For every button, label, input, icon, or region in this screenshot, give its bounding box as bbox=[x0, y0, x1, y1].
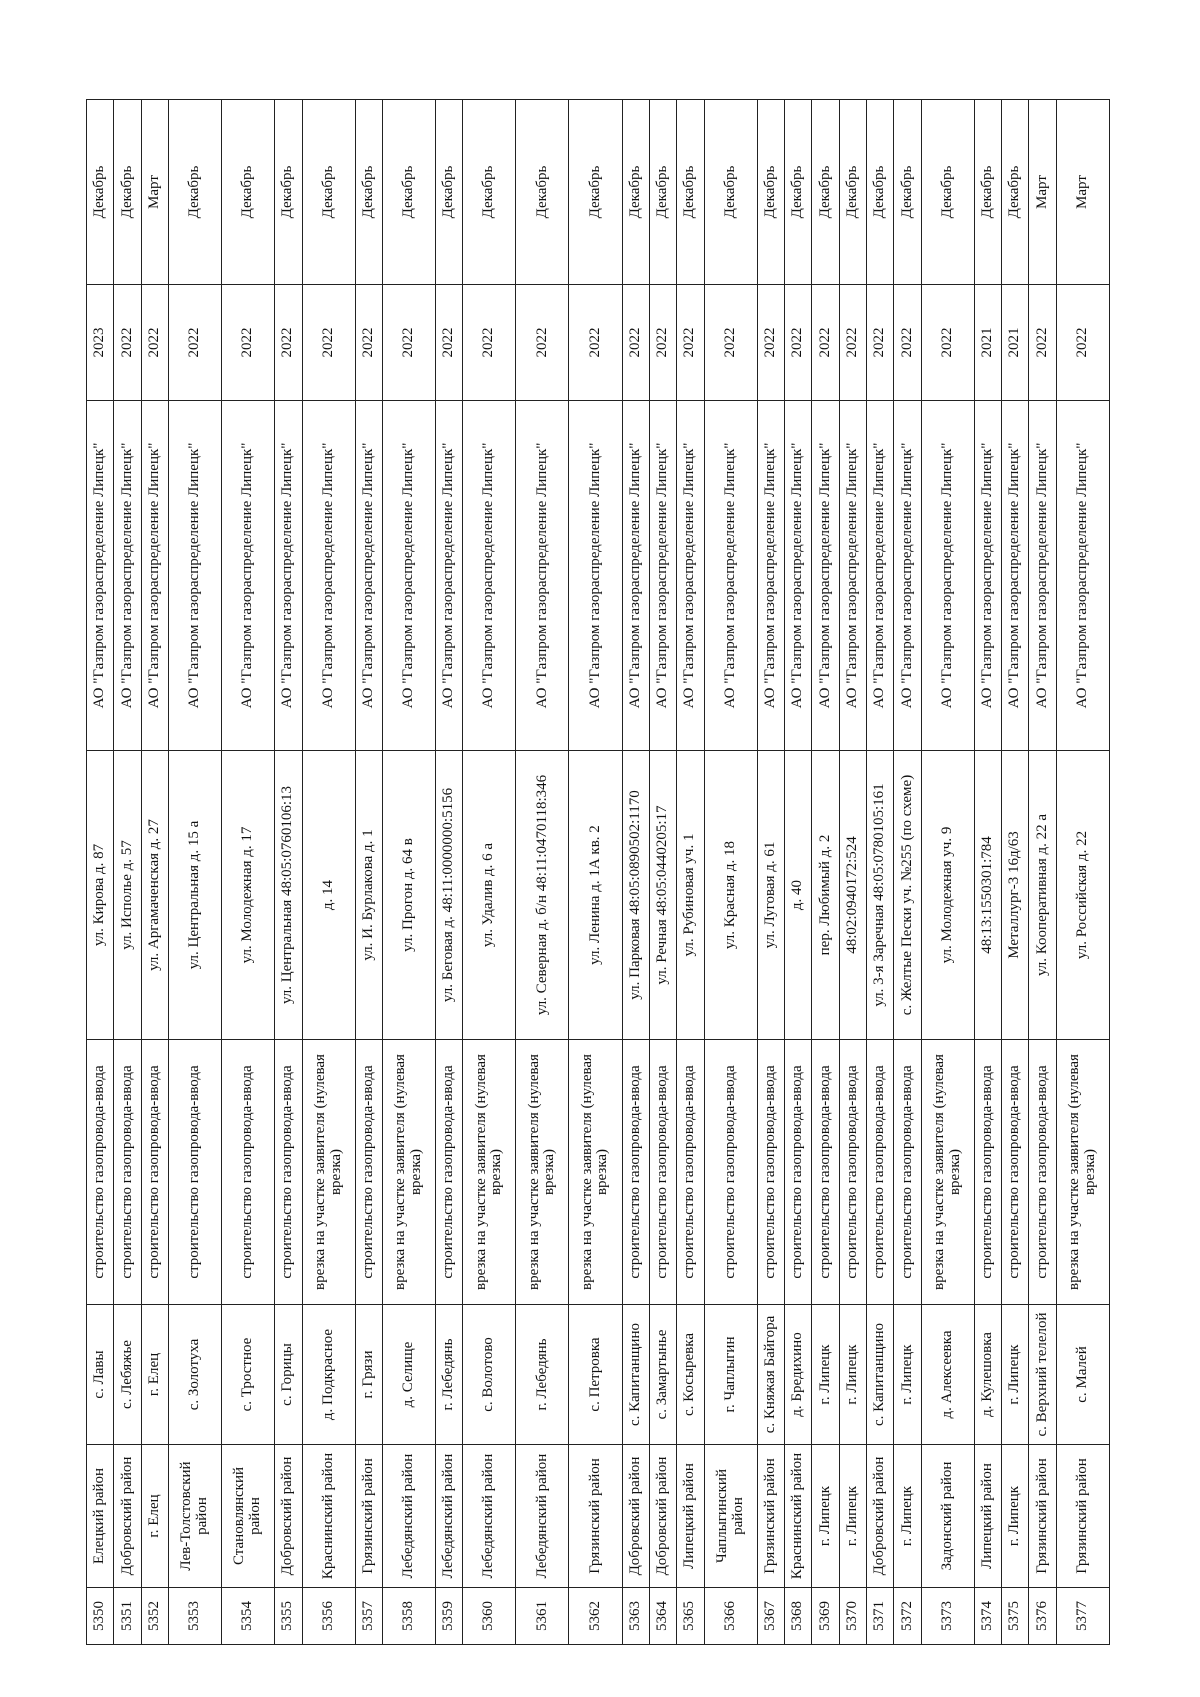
work-type-cell: строительство газопровода-ввода bbox=[784, 1040, 811, 1305]
organization-cell: АО "Газпром газораспределение Липецк" bbox=[974, 401, 1001, 751]
month-cell: Декабрь bbox=[622, 100, 649, 285]
table-row bbox=[222, 100, 275, 1645]
locality-cell: д. Алексеевка bbox=[921, 1305, 974, 1445]
table-row bbox=[974, 100, 1001, 1645]
work-type-cell: врезка на участке заявителя (нулевая врезка) bbox=[463, 1040, 516, 1305]
locality-cell: с. Княжая Байгора bbox=[757, 1305, 784, 1445]
locality-cell: г. Липецк bbox=[1002, 1305, 1029, 1445]
month-cell: Декабрь bbox=[87, 100, 114, 285]
year-cell: 2022 bbox=[355, 285, 382, 401]
organization-cell: АО "Газпром газораспределение Липецк" bbox=[839, 401, 866, 751]
district-cell: Чаплыгинский район bbox=[704, 1445, 757, 1588]
district-cell: Краснинский район bbox=[302, 1445, 355, 1588]
year-cell: 2021 bbox=[974, 285, 1001, 401]
organization-cell: АО "Газпром газораспределение Липецк" bbox=[649, 401, 676, 751]
address-cell: ул. Центральная д. 15 а bbox=[169, 751, 222, 1040]
month-cell: Декабрь bbox=[894, 100, 921, 285]
organization-cell: АО "Газпром газораспределение Липецк" bbox=[812, 401, 839, 751]
gasification-registry-table bbox=[86, 99, 1110, 1645]
year-cell: 2022 bbox=[894, 285, 921, 401]
address-cell: 48:13:1550301:784 bbox=[974, 751, 1001, 1040]
work-type-cell: строительство газопровода-ввода bbox=[222, 1040, 275, 1305]
work-type-cell: строительство газопровода-ввода bbox=[677, 1040, 704, 1305]
month-cell: Март bbox=[1029, 100, 1056, 285]
row-number-cell: 5351 bbox=[114, 1588, 141, 1645]
district-cell: Грязинский район bbox=[1029, 1445, 1056, 1588]
locality-cell: с. Замартынье bbox=[649, 1305, 676, 1445]
organization-cell: АО "Газпром газораспределение Липецк" bbox=[677, 401, 704, 751]
month-cell: Март bbox=[1056, 100, 1109, 285]
locality-cell: с. Лебяжье bbox=[114, 1305, 141, 1445]
table-row bbox=[1056, 100, 1109, 1645]
district-cell: Лев-Толстовский район bbox=[169, 1445, 222, 1588]
locality-cell: г. Липецк bbox=[839, 1305, 866, 1445]
address-cell: ул. И. Бурлакова д. 1 bbox=[355, 751, 382, 1040]
district-cell: Добровский район bbox=[866, 1445, 893, 1588]
month-cell: Декабрь bbox=[757, 100, 784, 285]
locality-cell: с. Малей bbox=[1056, 1305, 1109, 1445]
district-cell: Грязинский район bbox=[1056, 1445, 1109, 1588]
locality-cell: д. Бредихино bbox=[784, 1305, 811, 1445]
row-number-cell: 5372 bbox=[894, 1588, 921, 1645]
year-cell: 2022 bbox=[1029, 285, 1056, 401]
organization-cell: АО "Газпром газораспределение Липецк" bbox=[1029, 401, 1056, 751]
district-cell: г. Липецк bbox=[839, 1445, 866, 1588]
table-row bbox=[114, 100, 141, 1645]
row-number-cell: 5357 bbox=[355, 1588, 382, 1645]
work-type-cell: врезка на участке заявителя (нулевая врезка) bbox=[1056, 1040, 1109, 1305]
table-body bbox=[87, 100, 1110, 1645]
organization-cell: АО "Газпром газораспределение Липецк" bbox=[463, 401, 516, 751]
year-cell: 2022 bbox=[812, 285, 839, 401]
row-number-cell: 5370 bbox=[839, 1588, 866, 1645]
organization-cell: АО "Газпром газораспределение Липецк" bbox=[435, 401, 462, 751]
table-row bbox=[382, 100, 435, 1645]
organization-cell: АО "Газпром газораспределение Липецк" bbox=[921, 401, 974, 751]
row-number-cell: 5365 bbox=[677, 1588, 704, 1645]
district-cell: Грязинский район bbox=[569, 1445, 622, 1588]
organization-cell: АО "Газпром газораспределение Липецк" bbox=[169, 401, 222, 751]
row-number-cell: 5369 bbox=[812, 1588, 839, 1645]
district-cell: Добровский район bbox=[275, 1445, 302, 1588]
locality-cell: с. Верхний телелой bbox=[1029, 1305, 1056, 1445]
locality-cell: с. Волотово bbox=[463, 1305, 516, 1445]
district-cell: Задонский район bbox=[921, 1445, 974, 1588]
table-row bbox=[812, 100, 839, 1645]
year-cell: 2022 bbox=[463, 285, 516, 401]
table-row bbox=[677, 100, 704, 1645]
year-cell: 2022 bbox=[1056, 285, 1109, 401]
table-row bbox=[757, 100, 784, 1645]
district-cell: Добровский район bbox=[649, 1445, 676, 1588]
row-number-cell: 5362 bbox=[569, 1588, 622, 1645]
month-cell: Декабрь bbox=[114, 100, 141, 285]
year-cell: 2023 bbox=[87, 285, 114, 401]
work-type-cell: строительство газопровода-ввода bbox=[757, 1040, 784, 1305]
table-row bbox=[704, 100, 757, 1645]
work-type-cell: строительство газопровода-ввода bbox=[355, 1040, 382, 1305]
locality-cell: д. Кулешовка bbox=[974, 1305, 1001, 1445]
locality-cell: с. Капитанщино bbox=[622, 1305, 649, 1445]
year-cell: 2022 bbox=[839, 285, 866, 401]
organization-cell: АО "Газпром газораспределение Липецк" bbox=[866, 401, 893, 751]
month-cell: Декабрь bbox=[921, 100, 974, 285]
row-number-cell: 5376 bbox=[1029, 1588, 1056, 1645]
year-cell: 2022 bbox=[275, 285, 302, 401]
locality-cell: г. Лебедянь bbox=[435, 1305, 462, 1445]
district-cell: Лебедянский район bbox=[463, 1445, 516, 1588]
work-type-cell: врезка на участке заявителя (нулевая врезка) bbox=[516, 1040, 569, 1305]
address-cell: 48:02:0940172:524 bbox=[839, 751, 866, 1040]
locality-cell: с. Золотуха bbox=[169, 1305, 222, 1445]
district-cell: г. Липецк bbox=[812, 1445, 839, 1588]
district-cell: г. Липецк bbox=[1002, 1445, 1029, 1588]
district-cell: Липецкий район bbox=[677, 1445, 704, 1588]
table-row bbox=[87, 100, 114, 1645]
table-row bbox=[839, 100, 866, 1645]
address-cell: ул. Беговая д. 48:11:0000000:5156 bbox=[435, 751, 462, 1040]
month-cell: Декабрь bbox=[974, 100, 1001, 285]
table-row bbox=[516, 100, 569, 1645]
month-cell: Декабрь bbox=[302, 100, 355, 285]
row-number-cell: 5356 bbox=[302, 1588, 355, 1645]
organization-cell: АО "Газпром газораспределение Липецк" bbox=[355, 401, 382, 751]
work-type-cell: строительство газопровода-ввода bbox=[87, 1040, 114, 1305]
organization-cell: АО "Газпром газораспределение Липецк" bbox=[622, 401, 649, 751]
locality-cell: с. Косыревка bbox=[677, 1305, 704, 1445]
table-row bbox=[622, 100, 649, 1645]
work-type-cell: строительство газопровода-ввода bbox=[812, 1040, 839, 1305]
row-number-cell: 5354 bbox=[222, 1588, 275, 1645]
table-row bbox=[275, 100, 302, 1645]
row-number-cell: 5360 bbox=[463, 1588, 516, 1645]
organization-cell: АО "Газпром газораспределение Липецк" bbox=[114, 401, 141, 751]
address-cell: ул. Молодежная д. 17 bbox=[222, 751, 275, 1040]
locality-cell: д. Селище bbox=[382, 1305, 435, 1445]
row-number-cell: 5367 bbox=[757, 1588, 784, 1645]
row-number-cell: 5374 bbox=[974, 1588, 1001, 1645]
work-type-cell: врезка на участке заявителя (нулевая врезка) bbox=[921, 1040, 974, 1305]
organization-cell: АО "Газпром газораспределение Липецк" bbox=[382, 401, 435, 751]
work-type-cell: строительство газопровода-ввода bbox=[141, 1040, 168, 1305]
rotated-page bbox=[86, 100, 1110, 1645]
address-cell: пер. Любимый д. 2 bbox=[812, 751, 839, 1040]
row-number-cell: 5352 bbox=[141, 1588, 168, 1645]
year-cell: 2022 bbox=[141, 285, 168, 401]
row-number-cell: 5361 bbox=[516, 1588, 569, 1645]
locality-cell: г. Липецк bbox=[812, 1305, 839, 1445]
address-cell: ул. Красная д. 18 bbox=[704, 751, 757, 1040]
year-cell: 2022 bbox=[704, 285, 757, 401]
row-number-cell: 5363 bbox=[622, 1588, 649, 1645]
organization-cell: АО "Газпром газораспределение Липецк" bbox=[1056, 401, 1109, 751]
work-type-cell: врезка на участке заявителя (нулевая врезка) bbox=[302, 1040, 355, 1305]
month-cell: Декабрь bbox=[355, 100, 382, 285]
work-type-cell: врезка на участке заявителя (нулевая врезка) bbox=[569, 1040, 622, 1305]
year-cell: 2022 bbox=[649, 285, 676, 401]
district-cell: Добровский район bbox=[114, 1445, 141, 1588]
year-cell: 2022 bbox=[622, 285, 649, 401]
month-cell: Декабрь bbox=[784, 100, 811, 285]
table-row bbox=[141, 100, 168, 1645]
month-cell: Декабрь bbox=[435, 100, 462, 285]
address-cell: ул. Луговая д. 61 bbox=[757, 751, 784, 1040]
locality-cell: г. Грязи bbox=[355, 1305, 382, 1445]
year-cell: 2022 bbox=[516, 285, 569, 401]
row-number-cell: 5377 bbox=[1056, 1588, 1109, 1645]
district-cell: Лебедянский район bbox=[435, 1445, 462, 1588]
year-cell: 2022 bbox=[866, 285, 893, 401]
organization-cell: АО "Газпром газораспределение Липецк" bbox=[87, 401, 114, 751]
locality-cell: с. Петровка bbox=[569, 1305, 622, 1445]
year-cell: 2022 bbox=[114, 285, 141, 401]
month-cell: Декабрь bbox=[866, 100, 893, 285]
row-number-cell: 5350 bbox=[87, 1588, 114, 1645]
work-type-cell: строительство газопровода-ввода bbox=[649, 1040, 676, 1305]
row-number-cell: 5366 bbox=[704, 1588, 757, 1645]
table-row bbox=[649, 100, 676, 1645]
district-cell: Елецкий район bbox=[87, 1445, 114, 1588]
work-type-cell: строительство газопровода-ввода bbox=[839, 1040, 866, 1305]
address-cell: ул. Северная д. б/н 48:11:0470118:346 bbox=[516, 751, 569, 1040]
locality-cell: с. Тростное bbox=[222, 1305, 275, 1445]
month-cell: Декабрь bbox=[677, 100, 704, 285]
organization-cell: АО "Газпром газораспределение Липецк" bbox=[516, 401, 569, 751]
table-row bbox=[169, 100, 222, 1645]
table-row bbox=[463, 100, 516, 1645]
year-cell: 2022 bbox=[784, 285, 811, 401]
address-cell: ул. Молодежная уч. 9 bbox=[921, 751, 974, 1040]
year-cell: 2021 bbox=[1002, 285, 1029, 401]
work-type-cell: строительство газопровода-ввода bbox=[169, 1040, 222, 1305]
district-cell: Краснинский район bbox=[784, 1445, 811, 1588]
row-number-cell: 5353 bbox=[169, 1588, 222, 1645]
locality-cell: с. Горицы bbox=[275, 1305, 302, 1445]
locality-cell: с. Лавы bbox=[87, 1305, 114, 1445]
address-cell: д. 40 bbox=[784, 751, 811, 1040]
table-row bbox=[866, 100, 893, 1645]
address-cell: ул. Парковая 48:05:0890502:1170 bbox=[622, 751, 649, 1040]
table-row bbox=[435, 100, 462, 1645]
month-cell: Декабрь bbox=[463, 100, 516, 285]
district-cell: Добровский район bbox=[622, 1445, 649, 1588]
month-cell: Декабрь bbox=[839, 100, 866, 285]
month-cell: Декабрь bbox=[169, 100, 222, 285]
year-cell: 2022 bbox=[677, 285, 704, 401]
address-cell: ул. Кирова д. 87 bbox=[87, 751, 114, 1040]
address-cell: д. 14 bbox=[302, 751, 355, 1040]
year-cell: 2022 bbox=[757, 285, 784, 401]
work-type-cell: строительство газопровода-ввода bbox=[275, 1040, 302, 1305]
row-number-cell: 5355 bbox=[275, 1588, 302, 1645]
organization-cell: АО "Газпром газораспределение Липецк" bbox=[784, 401, 811, 751]
district-cell: Липецкий район bbox=[974, 1445, 1001, 1588]
month-cell: Декабрь bbox=[1002, 100, 1029, 285]
table-row bbox=[894, 100, 921, 1645]
work-type-cell: строительство газопровода-ввода bbox=[866, 1040, 893, 1305]
organization-cell: АО "Газпром газораспределение Липецк" bbox=[302, 401, 355, 751]
row-number-cell: 5364 bbox=[649, 1588, 676, 1645]
work-type-cell: строительство газопровода-ввода bbox=[622, 1040, 649, 1305]
month-cell: Декабрь bbox=[516, 100, 569, 285]
table-row bbox=[921, 100, 974, 1645]
table-row bbox=[569, 100, 622, 1645]
organization-cell: АО "Газпром газораспределение Липецк" bbox=[704, 401, 757, 751]
organization-cell: АО "Газпром газораспределение Липецк" bbox=[1002, 401, 1029, 751]
address-cell: ул. Ленина д. 1А кв. 2 bbox=[569, 751, 622, 1040]
year-cell: 2022 bbox=[435, 285, 462, 401]
table-row bbox=[302, 100, 355, 1645]
work-type-cell: строительство газопровода-ввода bbox=[1029, 1040, 1056, 1305]
address-cell: ул. Речная 48:05:0440205:17 bbox=[649, 751, 676, 1040]
month-cell: Декабрь bbox=[222, 100, 275, 285]
month-cell: Декабрь bbox=[382, 100, 435, 285]
table-row bbox=[1002, 100, 1029, 1645]
work-type-cell: строительство газопровода-ввода bbox=[114, 1040, 141, 1305]
district-cell: г. Липецк bbox=[894, 1445, 921, 1588]
row-number-cell: 5368 bbox=[784, 1588, 811, 1645]
organization-cell: АО "Газпром газораспределение Липецк" bbox=[757, 401, 784, 751]
locality-cell: г. Чаплыгин bbox=[704, 1305, 757, 1445]
organization-cell: АО "Газпром газораспределение Липецк" bbox=[569, 401, 622, 751]
work-type-cell: строительство газопровода-ввода bbox=[704, 1040, 757, 1305]
month-cell: Декабрь bbox=[649, 100, 676, 285]
work-type-cell: строительство газопровода-ввода bbox=[894, 1040, 921, 1305]
district-cell: Грязинский район bbox=[757, 1445, 784, 1588]
organization-cell: АО "Газпром газораспределение Липецк" bbox=[222, 401, 275, 751]
address-cell: ул. Исполье д. 57 bbox=[114, 751, 141, 1040]
row-number-cell: 5371 bbox=[866, 1588, 893, 1645]
district-cell: Грязинский район bbox=[355, 1445, 382, 1588]
row-number-cell: 5375 bbox=[1002, 1588, 1029, 1645]
row-number-cell: 5359 bbox=[435, 1588, 462, 1645]
work-type-cell: строительство газопровода-ввода bbox=[435, 1040, 462, 1305]
row-number-cell: 5373 bbox=[921, 1588, 974, 1645]
year-cell: 2022 bbox=[169, 285, 222, 401]
address-cell: ул. Рубиновая уч. 1 bbox=[677, 751, 704, 1040]
address-cell: ул. 3-я Заречная 48:05:0780105:161 bbox=[866, 751, 893, 1040]
work-type-cell: строительство газопровода-ввода bbox=[974, 1040, 1001, 1305]
locality-cell: г. Липецк bbox=[894, 1305, 921, 1445]
address-cell: ул. Удалив д. 6 а bbox=[463, 751, 516, 1040]
table-row bbox=[355, 100, 382, 1645]
address-cell: ул. Центральная 48:05:0760106:13 bbox=[275, 751, 302, 1040]
organization-cell: АО "Газпром газораспределение Липецк" bbox=[141, 401, 168, 751]
organization-cell: АО "Газпром газораспределение Липецк" bbox=[275, 401, 302, 751]
work-type-cell: строительство газопровода-ввода bbox=[1002, 1040, 1029, 1305]
district-cell: г. Елец bbox=[141, 1445, 168, 1588]
month-cell: Декабрь bbox=[704, 100, 757, 285]
month-cell: Март bbox=[141, 100, 168, 285]
year-cell: 2022 bbox=[921, 285, 974, 401]
year-cell: 2022 bbox=[382, 285, 435, 401]
district-cell: Лебедянский район bbox=[516, 1445, 569, 1588]
locality-cell: с. Капитанщино bbox=[866, 1305, 893, 1445]
row-number-cell: 5358 bbox=[382, 1588, 435, 1645]
locality-cell: г. Елец bbox=[141, 1305, 168, 1445]
work-type-cell: врезка на участке заявителя (нулевая врезка) bbox=[382, 1040, 435, 1305]
year-cell: 2022 bbox=[569, 285, 622, 401]
district-cell: Становлянский район bbox=[222, 1445, 275, 1588]
address-cell: ул. Российская д. 22 bbox=[1056, 751, 1109, 1040]
address-cell: Металлург-3 16д/63 bbox=[1002, 751, 1029, 1040]
year-cell: 2022 bbox=[222, 285, 275, 401]
month-cell: Декабрь bbox=[275, 100, 302, 285]
table-row bbox=[1029, 100, 1056, 1645]
locality-cell: д. Подкрасное bbox=[302, 1305, 355, 1445]
address-cell: ул. Кооперативная д. 22 а bbox=[1029, 751, 1056, 1040]
locality-cell: г. Лебедянь bbox=[516, 1305, 569, 1445]
address-cell: ул. Прогон д. 64 в bbox=[382, 751, 435, 1040]
address-cell: ул. Аргамаченская д. 27 bbox=[141, 751, 168, 1040]
month-cell: Декабрь bbox=[569, 100, 622, 285]
address-cell: с. Желтые Пески уч. №255 (по схеме) bbox=[894, 751, 921, 1040]
year-cell: 2022 bbox=[302, 285, 355, 401]
month-cell: Декабрь bbox=[812, 100, 839, 285]
district-cell: Лебедянский район bbox=[382, 1445, 435, 1588]
table-row bbox=[784, 100, 811, 1645]
organization-cell: АО "Газпром газораспределение Липецк" bbox=[894, 401, 921, 751]
